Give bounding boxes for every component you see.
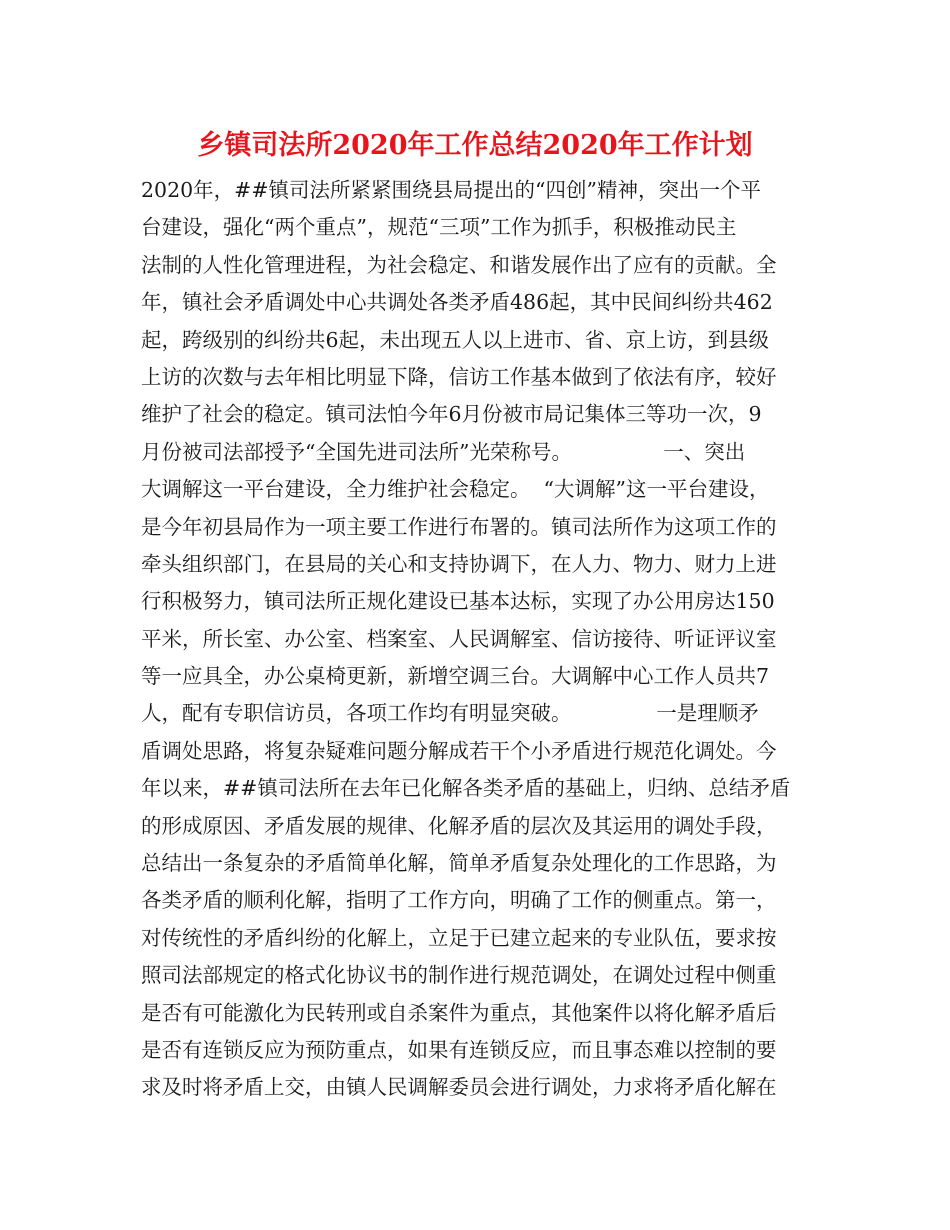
body-line: 人，配有专职信访员，各项工作均有明显突破。 一是理顺矛	[141, 701, 759, 726]
document-title: 乡镇司法所2020年工作总结2020年工作计划	[197, 130, 753, 161]
body-line: 的形成原因、矛盾发展的规律、化解矛盾的层次及其运用的调处手段，	[141, 813, 777, 838]
body-line: 年以来，##镇司法所在去年已化解各类矛盾的基础上，归纳、总结矛盾	[141, 776, 791, 801]
body-line: 总结出一条复杂的矛盾简单化解，简单矛盾复杂处理化的工作思路，为	[141, 851, 777, 876]
body-line: 是否有连锁反应为预防重点，如果有连锁反应，而且事态难以控制的要	[141, 1037, 777, 1062]
body-line: 盾调处思路，将复杂疑难问题分解成若干个小矛盾进行规范化调处。今	[141, 738, 777, 763]
body-line: 2020年，##镇司法所紧紧围绕县局提出的“四创”精神，突出一个平	[141, 178, 761, 202]
body-line: 台建设，强化“两个重点”，规范“三项”工作为抓手，积极推动民主	[141, 215, 737, 240]
body-line: 大调解这一平台建设，全力维护社会稳定。 “大调解”这一平台建设，	[141, 477, 770, 502]
body-line: 等一应具全，办公桌椅更新，新增空调三台。大调解中心工作人员共7	[141, 664, 770, 689]
body-line: 月份被司法部授予“全国先进司法所”光荣称号。 一、突出	[141, 439, 746, 464]
body-line: 维护了社会的稳定。镇司法怕今年6月份被市局记集体三等功一次，9	[141, 402, 762, 427]
body-line: 求及时将矛盾上交，由镇人民调解委员会进行调处，力求将矛盾化解在	[141, 1075, 777, 1100]
body-line: 平米，所长室、办公室、档案室、人民调解室、信访接待、听证评议室	[141, 626, 777, 651]
body-line: 对传统性的矛盾纠纷的化解上，立足于已建立起来的专业队伍，要求按	[141, 925, 777, 950]
body-line: 是否有可能激化为民转刑或自杀案件为重点，其他案件以将化解矛盾后	[141, 1000, 777, 1025]
body-line: 行积极努力，镇司法所正规化建设已基本达标，实现了办公用房达150	[141, 589, 775, 614]
document-body	[141, 172, 831, 1107]
body-line: 牵头组织部门，在县局的关心和支持协调下，在人力、物力、财力上进	[141, 551, 777, 576]
body-line: 照司法部规定的格式化协议书的制作进行规范调处，在调处过程中侧重	[141, 963, 777, 988]
body-line: 是今年初县局作为一项主要工作进行布署的。镇司法所作为这项工作的	[141, 514, 777, 539]
body-line: 法制的人性化管理进程，为社会稳定、和谐发展作出了应有的贡献。全	[141, 252, 777, 277]
body-line: 各类矛盾的顺利化解，指明了工作方向，明确了工作的侧重点。第一，	[141, 888, 777, 913]
body-line: 年，镇社会矛盾调处中心共调处各类矛盾486起，其中民间纠纷共462	[141, 290, 773, 315]
body-line: 上访的次数与去年相比明显下降，信访工作基本做到了依法有序，较好	[141, 364, 777, 389]
body-line: 起，跨级别的纠纷共6起，未出现五人以上进市、省、京上访，到县级	[141, 327, 770, 352]
